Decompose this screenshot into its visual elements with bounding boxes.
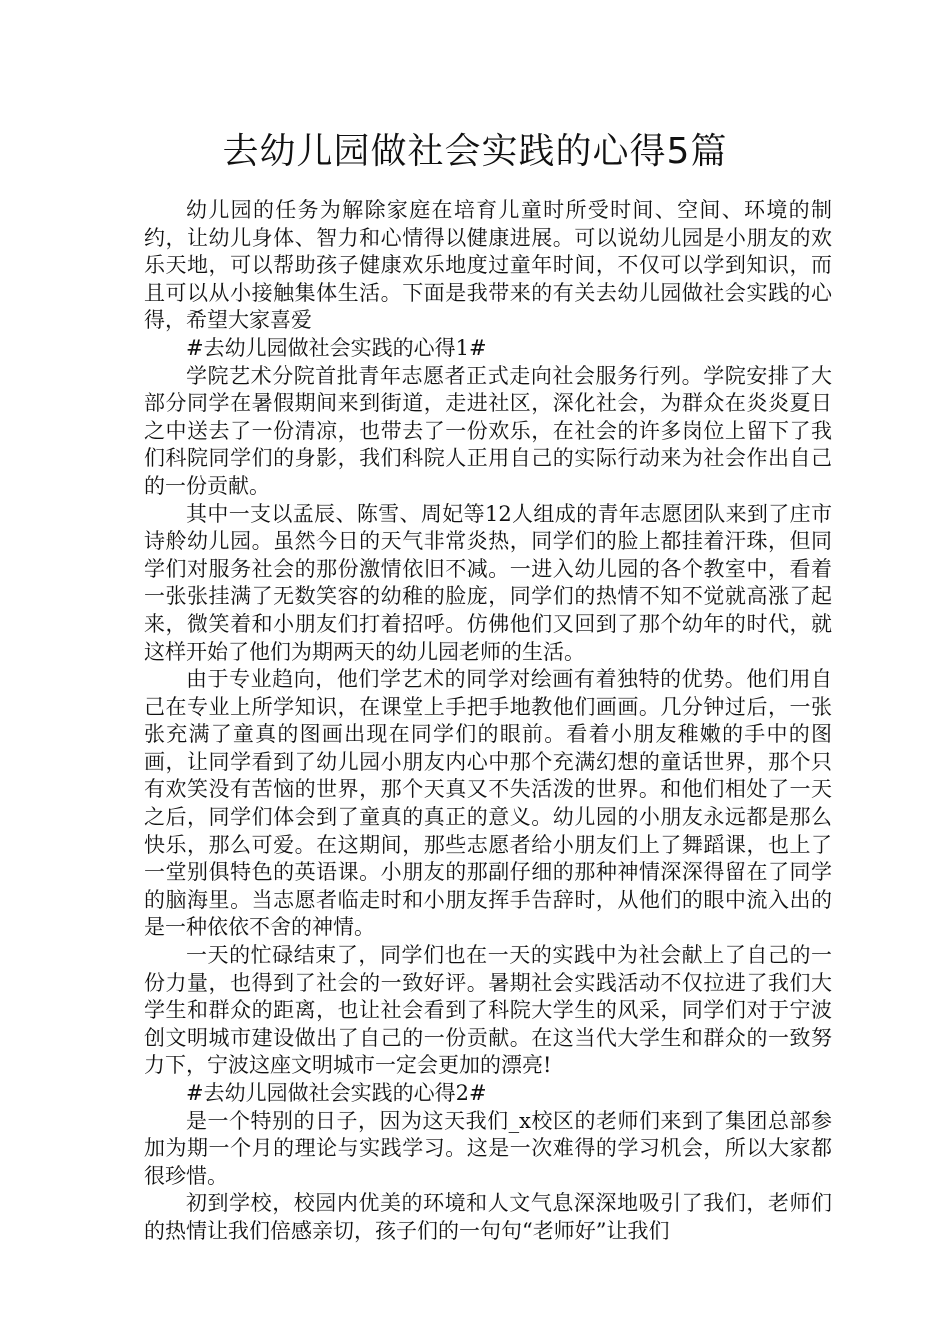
body-paragraph: 其中一支以孟辰、陈雪、周妃等12人组成的青年志愿团队来到了庄市诗舲幼儿园。虽然今日的天气非常炎热，同学们的脸上都挂着汗珠，但同学们对服务社会的那份激情依旧不减。一进入幼儿园的各个教室中，看着一张张挂满了无数笑容的幼稚的脸庞，同学们的热情不知不觉就高涨了起来，微笑着和小朋友们打着招呼。仿佛他们又回到了那个幼年的时代，就这样开始了他们为期两天的幼儿园老师的生活。 xyxy=(144,501,832,664)
document-title: 去幼儿园做社会实践的心得5篇 xyxy=(222,131,728,172)
body-paragraph: 学院艺术分院首批青年志愿者正式走向社会服务行列。学院安排了大部分同学在暑假期间来到街道，走进社区，深化社会，为群众在炎炎夏日之中送去了一份清凉，也带去了一份欢乐，在社会的许多岗位上留下了我们科院同学们的身影，我们科院人正用自己的实际行动来为社会作出自己的一份贡献。 xyxy=(144,363,832,498)
section-heading-1: #去幼儿园做社会实践的心得1# xyxy=(186,335,487,360)
body-paragraph: 一天的忙碌结束了，同学们也在一天的实践中为社会献上了自己的一份力量，也得到了社会的一致好评。暑期社会实践活动不仅拉进了我们大学生和群众的距离，也让社会看到了科院大学生的风采，同学们对于宁波创文明城市建设做出了自己的一份贡献。在这当代大学生和群众的一致努力下，宁波这座文明城市一定会更加的漂亮! xyxy=(144,943,832,1078)
body-paragraph: 是一个特别的日子，因为这天我们_x校区的老师们来到了集团总部参加为期一个月的理论与实践学习。这是一次难得的学习机会，所以大家都很珍惜。 xyxy=(144,1108,832,1188)
body-paragraph: 由于专业趋向，他们学艺术的同学对绘画有着独特的优势。他们用自己在专业上所学知识，在课堂上手把手地教他们画画。几分钟过后，一张张充满了童真的图画出现在同学们的眼前。看着小朋友稚嫩的手中的图画，让同学看到了幼儿园小朋友内心中那个充满幻想的童话世界，那个只有欢笑没有苦恼的世界，那个天真又不失活泼的世界。和他们相处了一天之后，同学们体会到了童真的真正的意义。幼儿园的小朋友永远都是那么快乐，那么可爱。在这期间，那些志愿者给小朋友们上了舞蹈课，也上了一堂别俱特色的英语课。小朋友的那副仔细的那种神情深深得留在了同学的脑海里。当志愿者临走时和小朋友挥手告辞时，从他们的眼中流入出的是一种依依不舍的神情。 xyxy=(144,667,832,940)
section-heading-2: #去幼儿园做社会实践的心得2# xyxy=(186,1081,487,1105)
intro-paragraph: 幼儿园的任务为解除家庭在培育儿童时所受时间、空间、环境的制约，让幼儿身体、智力和心情得以健康进展。可以说幼儿园是小朋友的欢乐天地，可以帮助孩子健康欢乐地度过童年时间，不仅可以学到知识，而且可以从小接触集体生活。下面是我带来的有关去幼儿园做社会实践的心得，希望大家喜爱 xyxy=(144,198,832,333)
document-body xyxy=(144,197,832,1246)
body-paragraph: 初到学校，校园内优美的环境和人文气息深深地吸引了我们，老师们的热情让我们倍感亲切，孩子们的一句句“老师好”让我们 xyxy=(144,1191,832,1243)
